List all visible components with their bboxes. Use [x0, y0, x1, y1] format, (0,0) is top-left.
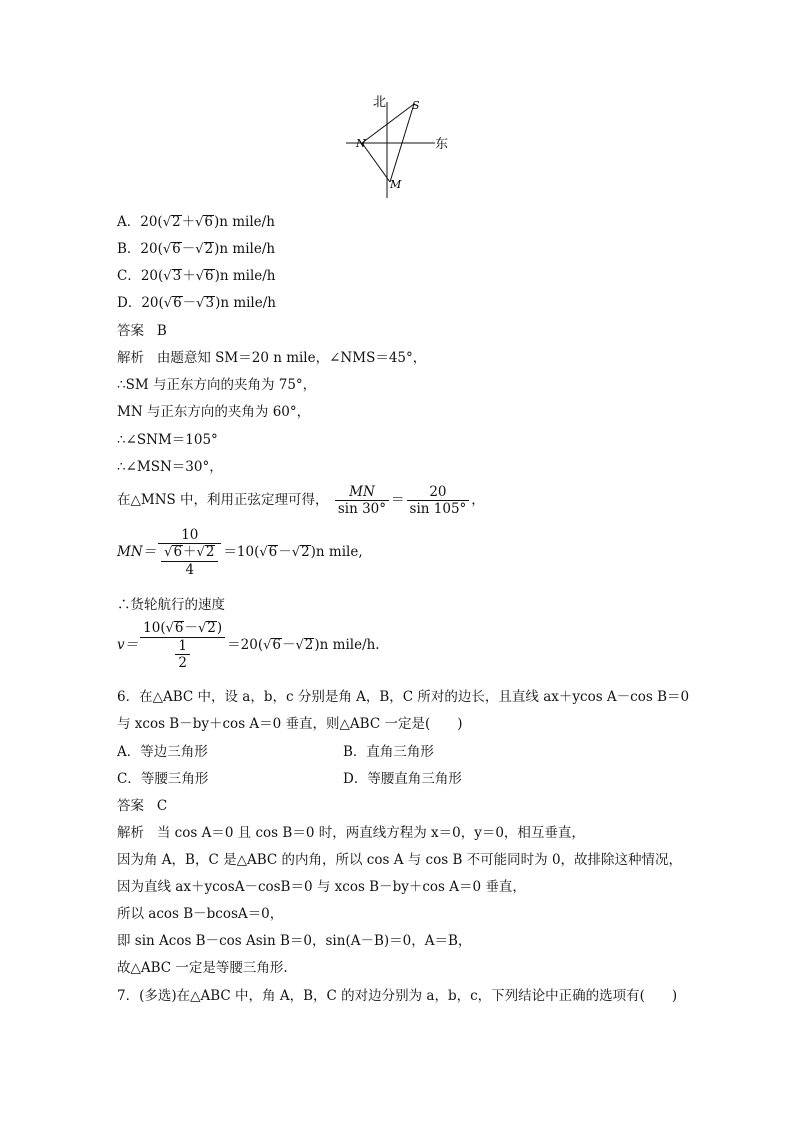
q6-stem-line2: 与 xcos B－by＋cos A＝0 垂直，则△ABC 一定是( )	[117, 716, 463, 732]
q6-analysis-line1: 解析 当 cos A＝0 且 cos B＝0 时，两直线方程为 x＝0，y＝0，相互垂直，	[117, 825, 585, 841]
q6-analysis-line3: 因为直线 ax＋ycosA－cosB＝0 与 xcos B－by＋cos A＝0 垂直，	[117, 879, 526, 895]
q5-mn-value-line: MN＝ $\frac{10}{\frac{√6+√2}{4}}$ ＝10(√6－√2)n mile,	[117, 527, 363, 578]
q7-stem-line1: 7．(多选)在△ABC 中，角 A，B，C 的对边分别为 a，b，c，下列结论中正确的选项有( )	[117, 988, 678, 1004]
q5-analysis-line5: ∴∠MSN＝30°，	[117, 459, 223, 475]
q6-option-b: B．直角三角形	[343, 744, 434, 760]
option-a: A．20(√2＋√6)n mile/h	[117, 214, 275, 230]
point-n-label: N	[356, 137, 366, 150]
q6-stem-line1: 6．在△ABC 中，设 a，b，c 分别是角 A，B，C 所对的边长，且直线 ax＋ycos A－cos B＝0	[117, 689, 690, 705]
option-d: D．20(√6－√3)n mile/h	[117, 295, 276, 311]
q5-velocity-line: v＝ $\frac{10(√6-√2)}{\frac{1}{2}}$ ＝20(√6－√2)n mile/h.	[117, 620, 380, 671]
q5-sine-law-line: 在△MNS 中，利用正弦定理可得， $\frac{MN}{\sin 30^\circ}$ ＝ $\frac{20}{\sin 105^\circ}$ ，	[117, 484, 485, 517]
q5-analysis-line4: ∴∠SNM＝105°	[117, 432, 218, 448]
q6-answer: 答案 C	[117, 798, 168, 814]
option-b: B．20(√6－√2)n mile/h	[117, 241, 276, 257]
q6-option-a: A．等边三角形	[117, 744, 208, 760]
fraction-mn-sin30: $\frac{MN}{\sin 30^\circ}$	[335, 484, 389, 517]
compass-figure	[340, 92, 455, 202]
q5-analysis-line3: MN 与正东方向的夹角为 60°，	[117, 404, 311, 420]
q6-analysis-line6: 故△ABC 一定是等腰三角形.	[117, 960, 288, 976]
fraction-mn-compound: $\frac{10}{\frac{√6+√2}{4}}$	[158, 527, 221, 578]
q6-analysis-line4: 所以 acos B－bcosA＝0，	[117, 906, 284, 922]
fraction-velocity: $\frac{10(√6-√2)}{\frac{1}{2}}$	[140, 620, 225, 671]
north-label: 北	[373, 95, 387, 110]
q5-analysis-line1: 解析 由题意知 SM＝20 n mile，∠NMS＝45°，	[117, 350, 427, 366]
q5-speed-line: ∴货轮航行的速度	[117, 597, 225, 613]
point-s-label: S	[412, 99, 420, 112]
q6-analysis-line5: 即 sin Acos B－cos Asin B＝0，sin(A－B)＝0，A＝B，	[117, 933, 472, 949]
point-m-label: M	[390, 178, 402, 191]
q5-answer: 答案 B	[117, 323, 167, 339]
option-c: C．20(√3＋√6)n mile/h	[117, 268, 276, 284]
segment-ns	[362, 104, 414, 143]
q6-analysis-line2: 因为角 A，B，C 是△ABC 的内角，所以 cos A 与 cos B 不可能同时为 0，故排除这种情况，	[117, 852, 683, 868]
q5-analysis-line2: ∴SM 与正东方向的夹角为 75°，	[117, 377, 317, 393]
segment-nm	[362, 143, 390, 182]
q6-option-c: C．等腰三角形	[117, 771, 209, 787]
fraction-20-sin105: $\frac{20}{\sin 105^\circ}$	[407, 484, 470, 517]
east-label: 东	[435, 137, 449, 152]
q6-option-d: D．等腰直角三角形	[343, 771, 462, 787]
